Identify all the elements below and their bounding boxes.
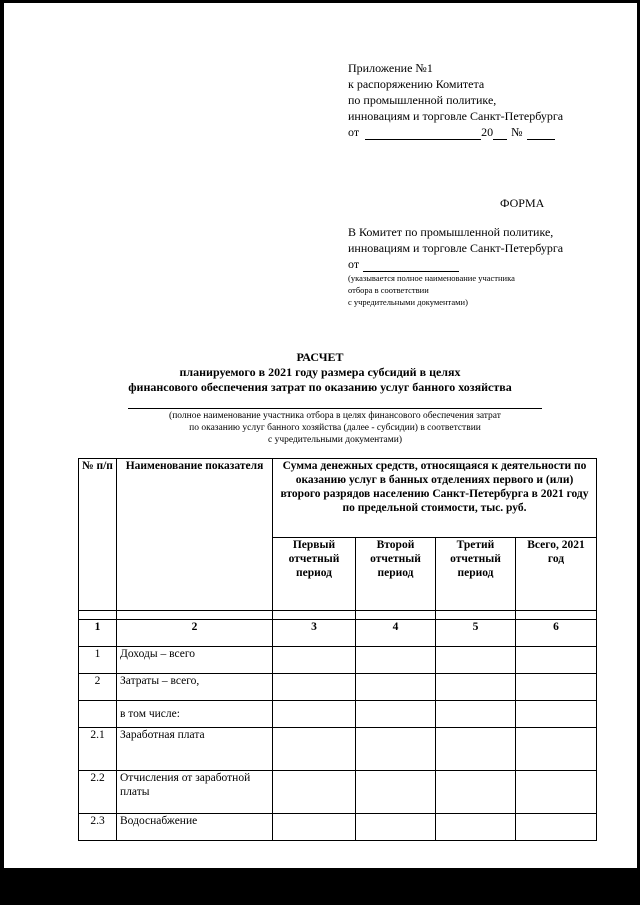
column-numbers-row xyxy=(79,620,597,647)
hint-line: по оказанию услуг банного хозяйства (далее - субсидии) в соответствии xyxy=(189,423,481,433)
row-number: 2 xyxy=(79,674,117,701)
column-number: 4 xyxy=(356,620,436,647)
header-indicator-name: Наименование показателя xyxy=(117,459,273,611)
value-cell[interactable] xyxy=(356,647,436,674)
value-cell[interactable] xyxy=(436,771,516,814)
value-cell[interactable] xyxy=(273,674,356,701)
table-row xyxy=(79,674,597,701)
value-cell[interactable] xyxy=(436,701,516,728)
scan-border-bottom xyxy=(0,868,640,905)
appendix-line: к распоряжению Комитета xyxy=(348,77,485,91)
calculation-table xyxy=(78,458,597,841)
table-row xyxy=(79,647,597,674)
row-number: 2.2 xyxy=(79,771,117,814)
value-cell[interactable] xyxy=(516,701,597,728)
header-period-3: Третий отчетный период xyxy=(436,538,516,611)
date-prefix: от xyxy=(348,125,360,139)
row-number xyxy=(79,701,117,728)
column-number: 2 xyxy=(117,620,273,647)
title-line: РАСЧЕТ xyxy=(296,350,344,364)
value-cell[interactable] xyxy=(516,674,597,701)
value-cell[interactable] xyxy=(273,701,356,728)
appendix-line: инновациям и торговле Санкт-Петербурга xyxy=(348,109,564,123)
addressee-line: В Комитет по промышленной политике, xyxy=(348,225,554,239)
value-cell[interactable] xyxy=(516,728,597,771)
addressee-hint: отбора в соответствии xyxy=(348,285,429,295)
row-name: Заработная плата xyxy=(117,728,273,771)
row-name: Доходы – всего xyxy=(117,647,273,674)
addressee-line: инновациям и торговле Санкт-Петербурга xyxy=(348,241,564,255)
table-row xyxy=(79,701,597,728)
value-cell[interactable] xyxy=(273,728,356,771)
header-period-2: Второй отчетный период xyxy=(356,538,436,611)
value-cell[interactable] xyxy=(356,674,436,701)
date-blank xyxy=(365,128,481,140)
value-cell[interactable] xyxy=(356,701,436,728)
value-cell[interactable] xyxy=(356,771,436,814)
participant-name-line xyxy=(128,408,542,409)
value-cell[interactable] xyxy=(273,647,356,674)
appendix-block xyxy=(348,60,563,140)
hint-line: с учредительными документами) xyxy=(267,435,402,445)
value-cell[interactable] xyxy=(516,814,597,841)
number-sign: № xyxy=(511,125,523,139)
table-row xyxy=(79,728,597,771)
value-cell[interactable] xyxy=(436,674,516,701)
header-amount: Сумма денежных средств, относящаяся к деятельности по оказанию услуг в банных отделениях первого и (или) второго разрядов населению Санкт-Петербурга в 2021 году по предельной стоимости, тыс. руб. xyxy=(273,459,597,538)
table-row xyxy=(79,814,597,841)
table-row xyxy=(79,771,597,814)
value-cell[interactable] xyxy=(273,814,356,841)
column-number: 3 xyxy=(273,620,356,647)
value-cell[interactable] xyxy=(356,814,436,841)
value-cell[interactable] xyxy=(436,647,516,674)
value-cell[interactable] xyxy=(516,647,597,674)
date-year: 20 xyxy=(481,125,494,139)
title-line: планируемого в 2021 году размера субсидий в целях xyxy=(179,365,461,379)
appendix-date-line xyxy=(348,124,563,140)
appendix-line: по промышленной политике, xyxy=(348,93,497,107)
hint-line: (полное наименование участника отбора в целях финансового обеспечения затрат xyxy=(169,411,501,421)
row-name: Отчисления от заработной платы xyxy=(117,771,273,814)
value-cell[interactable] xyxy=(436,814,516,841)
row-name: в том числе: xyxy=(117,701,273,728)
from-blank xyxy=(363,260,459,272)
header-total-2021: Всего, 2021 год xyxy=(516,538,597,611)
year-blank xyxy=(493,128,507,140)
column-number: 6 xyxy=(516,620,597,647)
number-blank xyxy=(527,128,555,140)
addressee-block xyxy=(348,224,563,308)
value-cell[interactable] xyxy=(273,771,356,814)
form-label: ФОРМА xyxy=(500,196,545,210)
column-number: 5 xyxy=(436,620,516,647)
document-title xyxy=(0,350,640,395)
row-number: 2.1 xyxy=(79,728,117,771)
appendix-line: Приложение №1 xyxy=(348,61,433,75)
value-cell[interactable] xyxy=(436,728,516,771)
value-cell[interactable] xyxy=(516,771,597,814)
addressee-hint: с учредительными документами) xyxy=(348,297,468,307)
row-number: 2.3 xyxy=(79,814,117,841)
row-number: 1 xyxy=(79,647,117,674)
scan-border-top xyxy=(0,0,640,3)
value-cell[interactable] xyxy=(356,728,436,771)
participant-name-hint xyxy=(0,410,640,446)
title-line: финансового обеспечения затрат по оказанию услуг банного хозяйства xyxy=(128,380,512,394)
row-name: Затраты – всего, xyxy=(117,674,273,701)
row-name: Водоснабжение xyxy=(117,814,273,841)
from-line xyxy=(348,256,563,272)
from-prefix: от xyxy=(348,257,360,271)
header-number: № п/п xyxy=(79,459,117,611)
column-number: 1 xyxy=(79,620,117,647)
table-gap-row xyxy=(79,611,597,620)
header-period-1: Первый отчетный период xyxy=(273,538,356,611)
addressee-hint: (указывается полное наименование участника xyxy=(348,273,515,283)
